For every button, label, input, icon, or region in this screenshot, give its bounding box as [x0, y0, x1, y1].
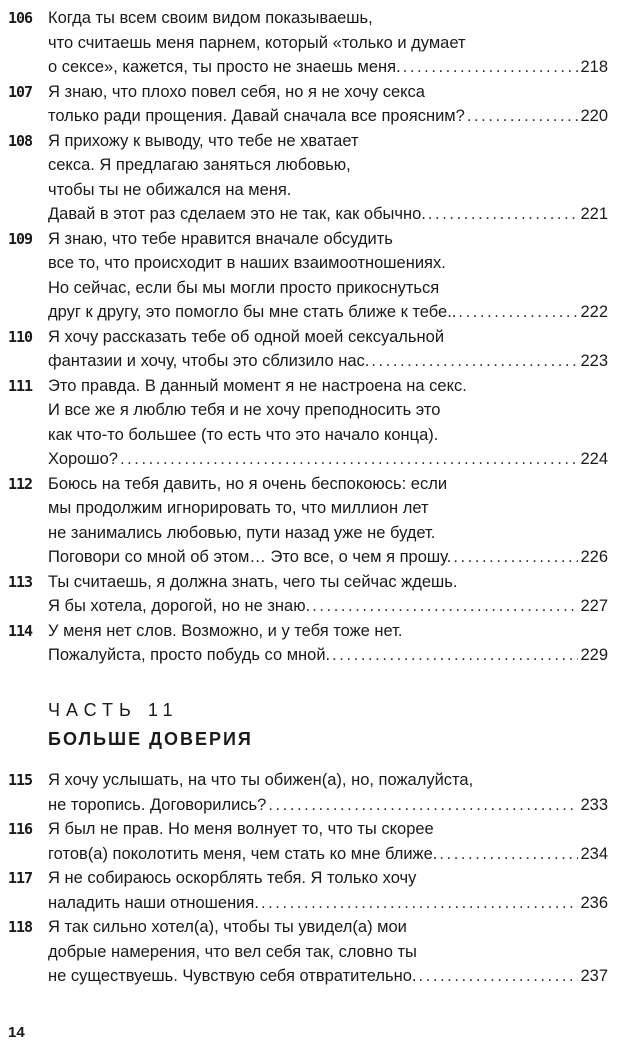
dot-leader — [312, 594, 578, 619]
entry-line: И все же я люблю тебя и не хочу преподносить это — [48, 401, 441, 419]
entry-text: Поговори со мной об этом… Это все, о чем я прошу. — [48, 548, 452, 566]
entry-number: 108 — [8, 131, 33, 150]
toc-entry — [0, 325, 620, 374]
toc-entry — [0, 619, 620, 668]
dot-leader — [453, 545, 578, 570]
entry-line: как что-то большее (то есть что это начало конца). — [48, 425, 439, 444]
toc-entry — [0, 866, 620, 915]
entry-number: 114 — [8, 621, 33, 640]
toc-entry — [0, 570, 620, 619]
entry-line: Я так сильно хотел(а), чтобы ты увидел(а) мои — [48, 918, 407, 936]
entry-page: 223 — [580, 352, 608, 370]
entry-number: 115 — [8, 771, 33, 789]
entry-line-last — [48, 891, 608, 916]
entry-text: не торопись. Договорились? — [48, 795, 267, 814]
toc-entry — [0, 227, 620, 325]
entry-line: Я был не прав. Но меня волнует то, что ты скорее — [48, 820, 434, 838]
entry-line: не занимались любовью, пути назад уже не будет. — [48, 523, 436, 542]
entry-text: только ради прощения. Давай сначала все проясним? — [48, 107, 465, 125]
entry-line: что считаешь меня парнем, который «только и думает — [48, 33, 466, 52]
dot-leader — [403, 55, 579, 80]
page-number: 14 — [8, 1024, 25, 1041]
entry-line-last — [48, 594, 608, 619]
entry-line: Но сейчас, если бы мы могли просто прикоснуться — [48, 278, 440, 297]
toc-entries-part-10 — [0, 6, 620, 668]
entry-page: 237 — [580, 967, 608, 985]
entry-line: Ты считаешь, я должна знать, чего ты сейчас ждешь. — [48, 572, 458, 591]
entry-page: 233 — [580, 795, 608, 814]
entry-number: 112 — [8, 474, 33, 493]
entry-page: 234 — [580, 844, 608, 863]
entry-text: о сексе», кажется, ты просто не знаешь меня. — [48, 58, 401, 76]
entry-page: 220 — [580, 107, 608, 125]
part-label: ЧАСТЬ 11 — [48, 700, 179, 720]
entry-line: все то, что происходит в наших взаимоотношениях. — [48, 254, 446, 272]
toc-entry — [0, 817, 620, 866]
part-title: БОЛЬШЕ ДОВЕРИЯ — [48, 729, 253, 749]
entry-line-last — [48, 842, 608, 867]
entry-text: Давай в этот раз сделаем это не так, как обычно. — [48, 205, 426, 223]
dot-leader — [467, 104, 579, 129]
entry-line: Я не собираюсь оскорблять тебя. Я только хочу — [48, 869, 417, 887]
entry-line: Боюсь на тебя давить, но я очень беспокоюсь: если — [48, 474, 448, 493]
entry-page: 221 — [580, 205, 608, 223]
entry-text: Я бы хотела, дорогой, но не знаю. — [48, 597, 311, 615]
entry-line: чтобы ты не обижался на меня. — [48, 180, 292, 199]
entry-line: Я хочу рассказать тебе об одной моей сексуальной — [48, 327, 445, 346]
entry-page: 227 — [580, 597, 608, 615]
entry-text: готов(а) поколотить меня, чем стать ко мне ближе. — [48, 844, 438, 863]
dot-leader — [458, 300, 578, 325]
entry-line-last — [48, 104, 608, 129]
entry-number: 117 — [8, 869, 33, 887]
entry-line: Когда ты всем своим видом показываешь, — [48, 9, 373, 27]
entry-page: 218 — [580, 58, 608, 76]
entry-number: 111 — [8, 376, 33, 395]
entry-line-last — [48, 643, 608, 668]
entry-page: 236 — [580, 893, 608, 912]
entry-line: У меня нет слов. Возможно, и у тебя тоже нет. — [48, 621, 403, 640]
entry-page: 224 — [580, 450, 608, 468]
dot-leader — [268, 793, 578, 818]
entry-line-last — [48, 55, 608, 80]
entry-line: Я хочу услышать, на что ты обижен(а), но, пожалуйста, — [48, 771, 474, 789]
entry-line: Я знаю, что плохо повел себя, но я не хочу секса — [48, 82, 425, 101]
dot-leader — [261, 891, 579, 916]
toc-entries-part-11 — [0, 768, 620, 989]
entry-number: 118 — [8, 918, 33, 936]
entry-line-last — [48, 964, 608, 989]
entry-text: наладить наши отношения. — [48, 893, 259, 912]
toc-entry — [0, 915, 620, 989]
toc-entry — [0, 6, 620, 80]
entry-number: 110 — [8, 327, 33, 346]
entry-text: Хорошо? — [48, 450, 118, 468]
entry-text: друг к другу, это помогло бы мне стать ближе к тебе.. — [48, 303, 457, 321]
entry-line-last — [48, 349, 608, 374]
entry-number: 107 — [8, 82, 33, 101]
dot-leader — [120, 447, 579, 472]
dot-leader — [419, 964, 579, 989]
entry-number: 113 — [8, 572, 33, 591]
entry-line: мы продолжим игнорировать то, что миллион лет — [48, 499, 429, 517]
entry-line-last — [48, 447, 608, 472]
entry-page: 226 — [580, 548, 608, 566]
entry-line: секса. Я предлагаю заняться любовью, — [48, 156, 351, 174]
entry-number: 109 — [8, 229, 33, 248]
entry-page: 222 — [580, 303, 608, 321]
entry-line-last — [48, 300, 608, 325]
entry-number: 116 — [8, 820, 33, 838]
entry-line-last — [48, 545, 608, 570]
dot-leader — [439, 842, 578, 867]
entry-line-last — [48, 793, 608, 818]
entry-line: Я знаю, что тебе нравится вначале обсудить — [48, 229, 393, 248]
toc-entry — [0, 129, 620, 227]
entry-page: 229 — [580, 646, 608, 664]
entry-text: не существуешь. Чувствую себя отвратительно. — [48, 967, 417, 985]
entry-line-last — [48, 202, 608, 227]
entry-number: 106 — [8, 9, 33, 27]
dot-leader — [428, 202, 579, 227]
dot-leader — [371, 349, 578, 374]
entry-text: фантазии и хочу, чтобы это сблизило нас. — [48, 352, 370, 370]
entry-line: Это правда. В данный момент я не настроена на секс. — [48, 376, 467, 395]
dot-leader — [332, 643, 578, 668]
toc-entry — [0, 768, 620, 817]
toc-entry — [0, 472, 620, 570]
entry-line: Я прихожу к выводу, что тебе не хватает — [48, 131, 359, 150]
toc-entry — [0, 80, 620, 129]
entry-text: Пожалуйста, просто побудь со мной. — [48, 646, 331, 664]
toc-entry — [0, 374, 620, 472]
entry-line: добрые намерения, что вел себя так, словно ты — [48, 942, 417, 961]
